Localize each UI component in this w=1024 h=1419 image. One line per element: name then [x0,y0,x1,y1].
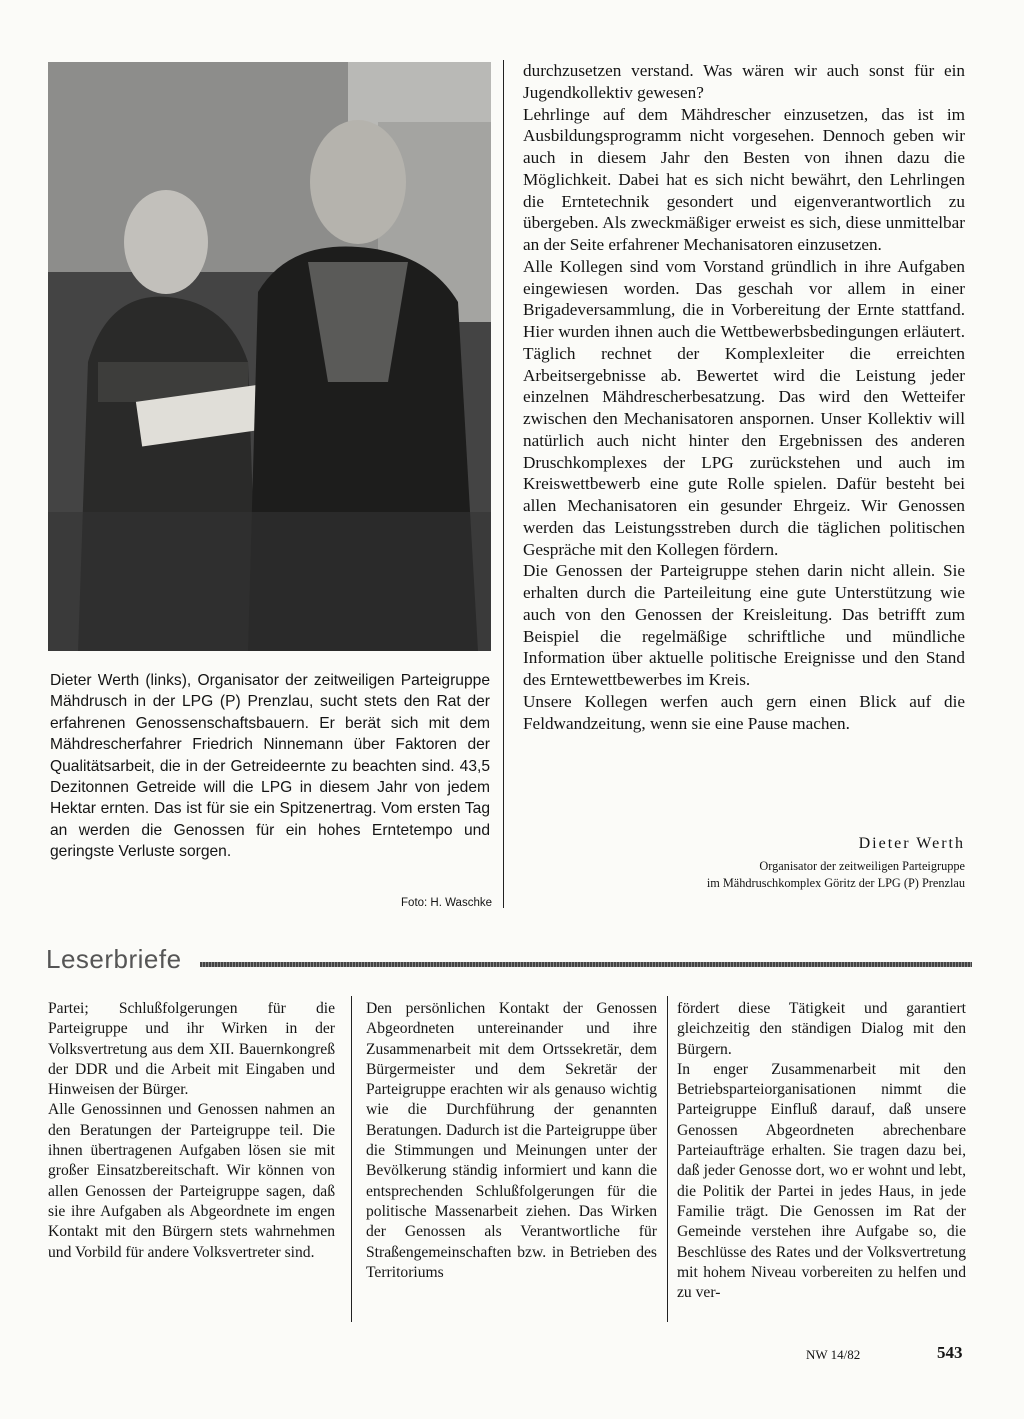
page-number: 543 [937,1343,963,1362]
section-rule [200,962,972,967]
author-role-line: Organisator der zeitweiligen Parteigruppe [759,859,965,873]
article-paragraph: Die Genossen der Parteigruppe stehen darin nicht allein. Sie erhalten durch die Parteileitung eine gute Unterstützung wie auch von den Genossen der Kreisleitung. Das betrifft zum Beispiel die regelmäßige schriftliche und mündliche Information über aktuelle politische Ereignisse und den Stand des Erntewettbewerbes im Kreis. [523,561,965,689]
author-role-line: im Mähdruschkomplex Göritz der LPG (P) Prenzlau [706,875,965,890]
issue-label: NW 14/82 [806,1347,861,1362]
letters-paragraph: fördert diese Tätigkeit und garantiert gleichzeitig den ständigen Dialog mit den Bürgern. [677,1000,966,1058]
letters-paragraph: Alle Genossinnen und Genossen nahmen an den Beratungen der Parteigruppe teil. Die ihnen übertragenen Aufgaben lösen sie mit großer Einsatzbereitschaft. Wir können von allen Genossen der Parteigruppe sagen, daß sie ihre Aufgaben als Abgeordnete im engen Kontakt mit den Bürgern stets wahrnehmen und Vorbild für andere Volksvertreter sind. [48,1101,335,1261]
author-name: Dieter Werth [858,835,965,852]
column-divider [351,996,352,1322]
article-paragraph: Unsere Kollegen werfen auch gern einen Blick auf die Feldwandzeitung, wenn sie eine Pause machen. [523,691,965,733]
photo-caption: Dieter Werth (links), Organisator der zeitweiligen Parteigruppe Mähdrusch in der LPG (P) Prenzlau, sucht stets den Rat der erfahrenen Genossenschaftsbauern. Er berät sich mit dem Mähdrescherfahrer Friedrich Ninnemann über Faktoren der Qualitätsarbeit, die in der Getreideernte zu beachten sind. 43,5 Dezitonnen Getreide will die LPG in diesem Jahr von jedem Hektar ernten. Das ist für sie ein Spitzenertrag. Vom ersten Tag an werden die Genossen für ein hohes Erntetempo und geringste Verluste sorgen. [50,672,490,861]
letters-column-1 [48,999,335,1263]
section-title: Leserbriefe [46,944,182,974]
article-paragraph: durchzusetzen verstand. Was wären wir auch sonst für ein Jugendkollektiv gewesen? [523,61,965,102]
article-column [523,60,965,734]
letters-paragraph: Partei; Schlußfolgerungen für die Parteigruppe und ihr Wirken in der Volksvertretung aus dem XII. Bauernkongreß der DDR und die Arbeit mit Eingaben und Hinweisen der Bürger. [48,1000,335,1099]
article-paragraph: Alle Kollegen sind vom Vorstand gründlich in ihre Aufgaben eingewiesen worden. Das geschah vor allem in einer Brigadeversammlung, die in Vorbereitung der Ernte stattfand. Hier wurden ihnen auch die Wettbewerbsbedingungen erläutert. Täglich rechnet der Komplexleiter die erreichten Arbeitsergebnisse ab. Bewertet wird die Leistung jeder einzelnen Mähdrescherbesatzung. Das wird den Wetteifer zwischen den Mechanisatoren anspornen. Unser Kollektiv will natürlich auch nicht hinter den Ergebnissen des anderen Druschkomplexes der LPG zurückstehen und auch im Kreiswettbewerb eine gute Rolle spielen. Dafür besteht bei allen Mechanisatoren ein gesunder Ehrgeiz. Wir Genossen werden das Leistungsstreben durch die täglichen politischen Gespräche mit den Kollegen fördern. [523,256,965,559]
article-paragraph: Lehrlinge auf dem Mähdrescher einzusetzen, das ist im Ausbildungsprogramm nicht vorgesehen. Dennoch geben wir auch in diesem Jahr den Besten von ihnen dazu die Möglichkeit. Dabei hat es sich nicht bewährt, den Lehrlingen die Erntetechnik gesondert und eigenverantwortlich zu übergeben. Als zweckmäßiger erweist es sich, diese unmittelbar an der Seite erfahrener Mechanisatoren einzusetzen. [523,104,965,254]
letters-column-3 [677,999,966,1303]
photo-two-men [48,62,491,651]
column-divider [667,996,668,1322]
photo-credit: Foto: H. Waschke [401,897,492,909]
column-divider [503,60,504,908]
author-role [560,858,965,891]
letters-paragraph: Den persönlichen Kontakt der Genossen Abgeordneten untereinander und ihre Zusammenarbeit mit dem Ortssekretär, dem Bürgermeister und dem Sekretär der Parteigruppe erachten wir als genauso wichtig wie die Durchführung der genannten Beratungen. Dadurch ist die Parteigruppe über die Stimmungen und Meinungen unter der Bevölkerung ständig informiert und kann die entsprechenden Schlußfolgerungen für die politische Massenarbeit ziehen. Das Wirken der Genossen als Verantwortliche für Straßengemeinschaften bzw. in Betrieben des Territoriums [366,1000,657,1281]
letters-paragraph: In enger Zusammenarbeit mit den Betriebsparteiorganisationen nimmt die Parteigruppe Einfluß darauf, daß unsere Genossen Abgeordneten abrechenbare Parteiaufträge erhalten. Sie tragen dazu bei, daß jeder Genosse dort, wo er wohnt und lebt, die Politik der Partei in jedes Haus, in jede Familie trägt. Die Genossen im Rat der Gemeinde verstehen ihre Aufgabe so, die Beschlüsse des Rates und der Volksvertretung mit hohem Niveau vorbereiten zu helfen und zu ver- [677,1060,966,1302]
photo-illustration [48,62,491,651]
letters-column-2 [366,999,657,1283]
